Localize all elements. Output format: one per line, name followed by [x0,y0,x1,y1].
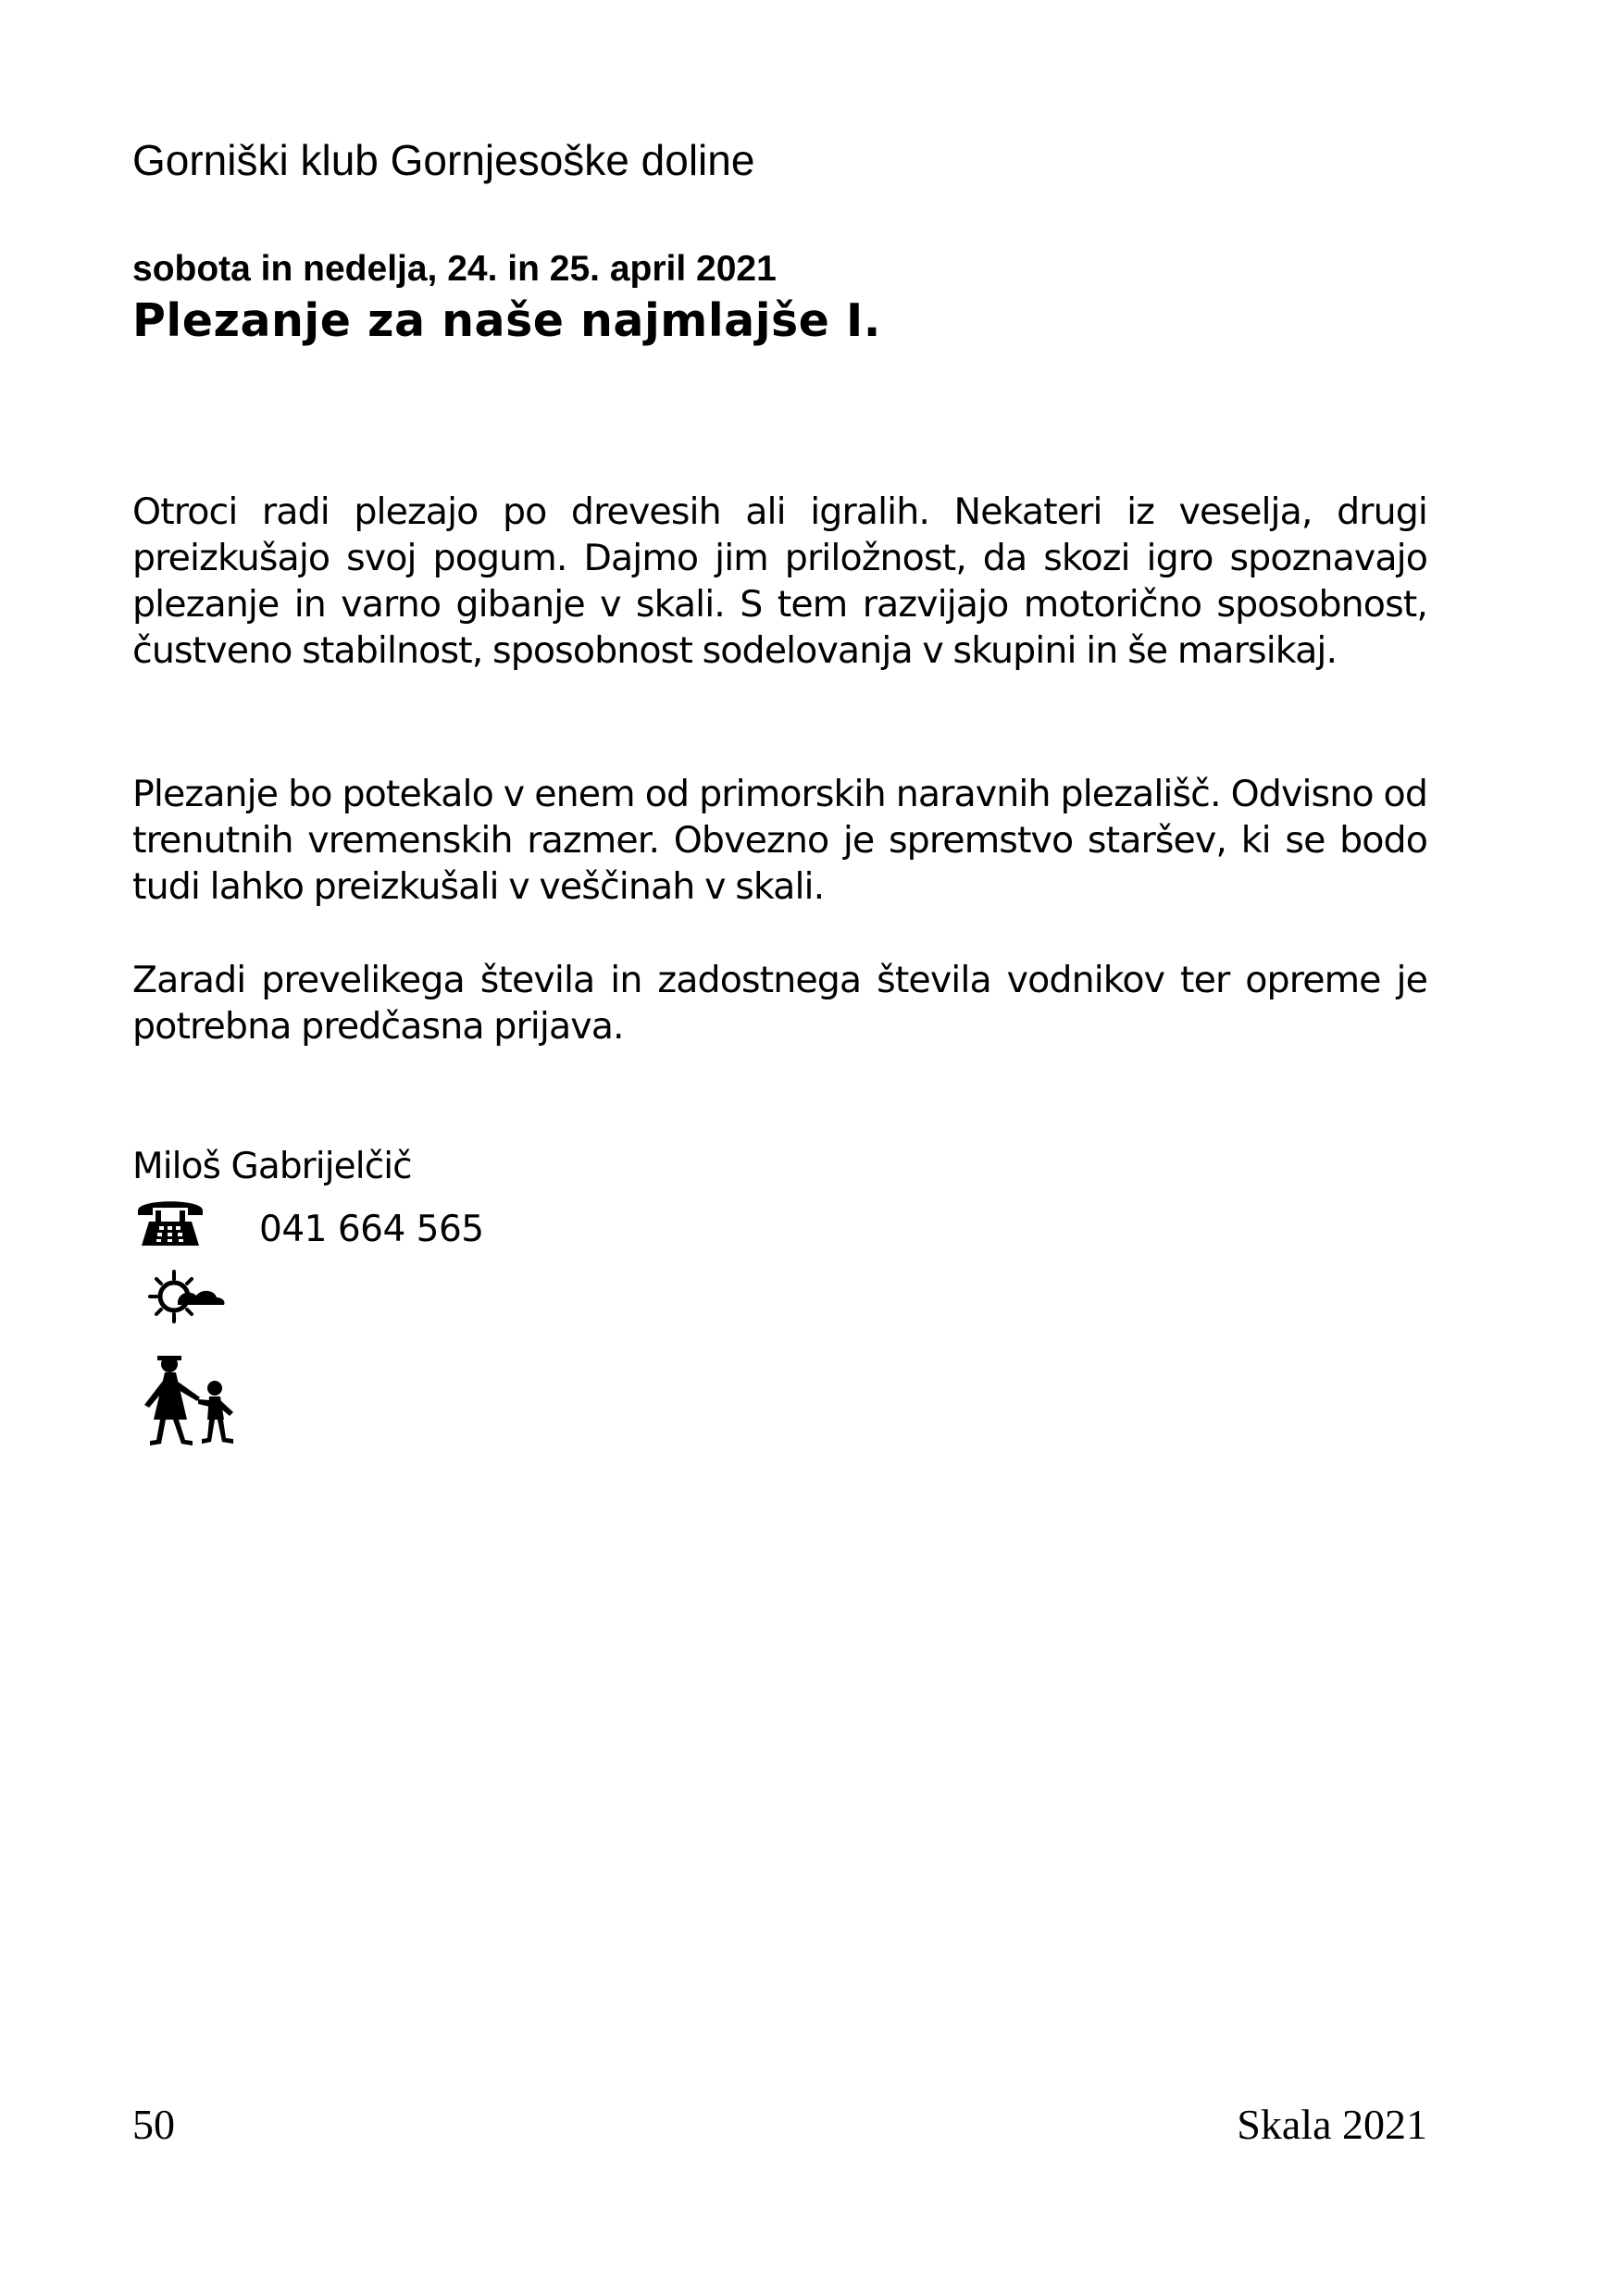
page-number: 50 [132,2101,175,2148]
club-name: Gorniški klub Gornjesoške doline [132,136,755,184]
paragraph-intro: Otroci radi plezajo po drevesih ali igralih. Nekateri iz veselja, drugi preizkušajo svoj pogum. Dajmo jim priložnost, da skozi igro spoznavajo plezanje in varno gibanje v skali. S tem razvijajo motorično sposobnost, čustveno stabilnost, sposobnost sodelovanja v skupini in še marsikaj. [132,490,1427,672]
contact-name: Miloš Gabrijelčič [132,1146,412,1187]
weather-icon [148,1268,228,1325]
publication-title: Skala 2021 [1237,2101,1427,2148]
family-icon [130,1351,243,1447]
paragraph-registration: Zaradi prevelikega števila in zadostnega števila vodnikov ter opreme je potrebna predčasna prijava. [132,959,1427,1048]
paragraph-location: Plezanje bo potekalo v enem od primorskih naravnih plezališč. Odvisno od trenutnih vremenskih razmer. Obvezno je spremstvo staršev, ki se bodo tudi lahko preizkušali v veščinah v skali. [132,773,1427,908]
telephone-icon [132,1194,208,1247]
event-title: Plezanje za naše najmlajše I. [132,294,881,347]
contact-phone: 041 664 565 [259,1209,484,1250]
event-date: sobota in nedelja, 24. in 25. april 2021 [132,249,777,289]
